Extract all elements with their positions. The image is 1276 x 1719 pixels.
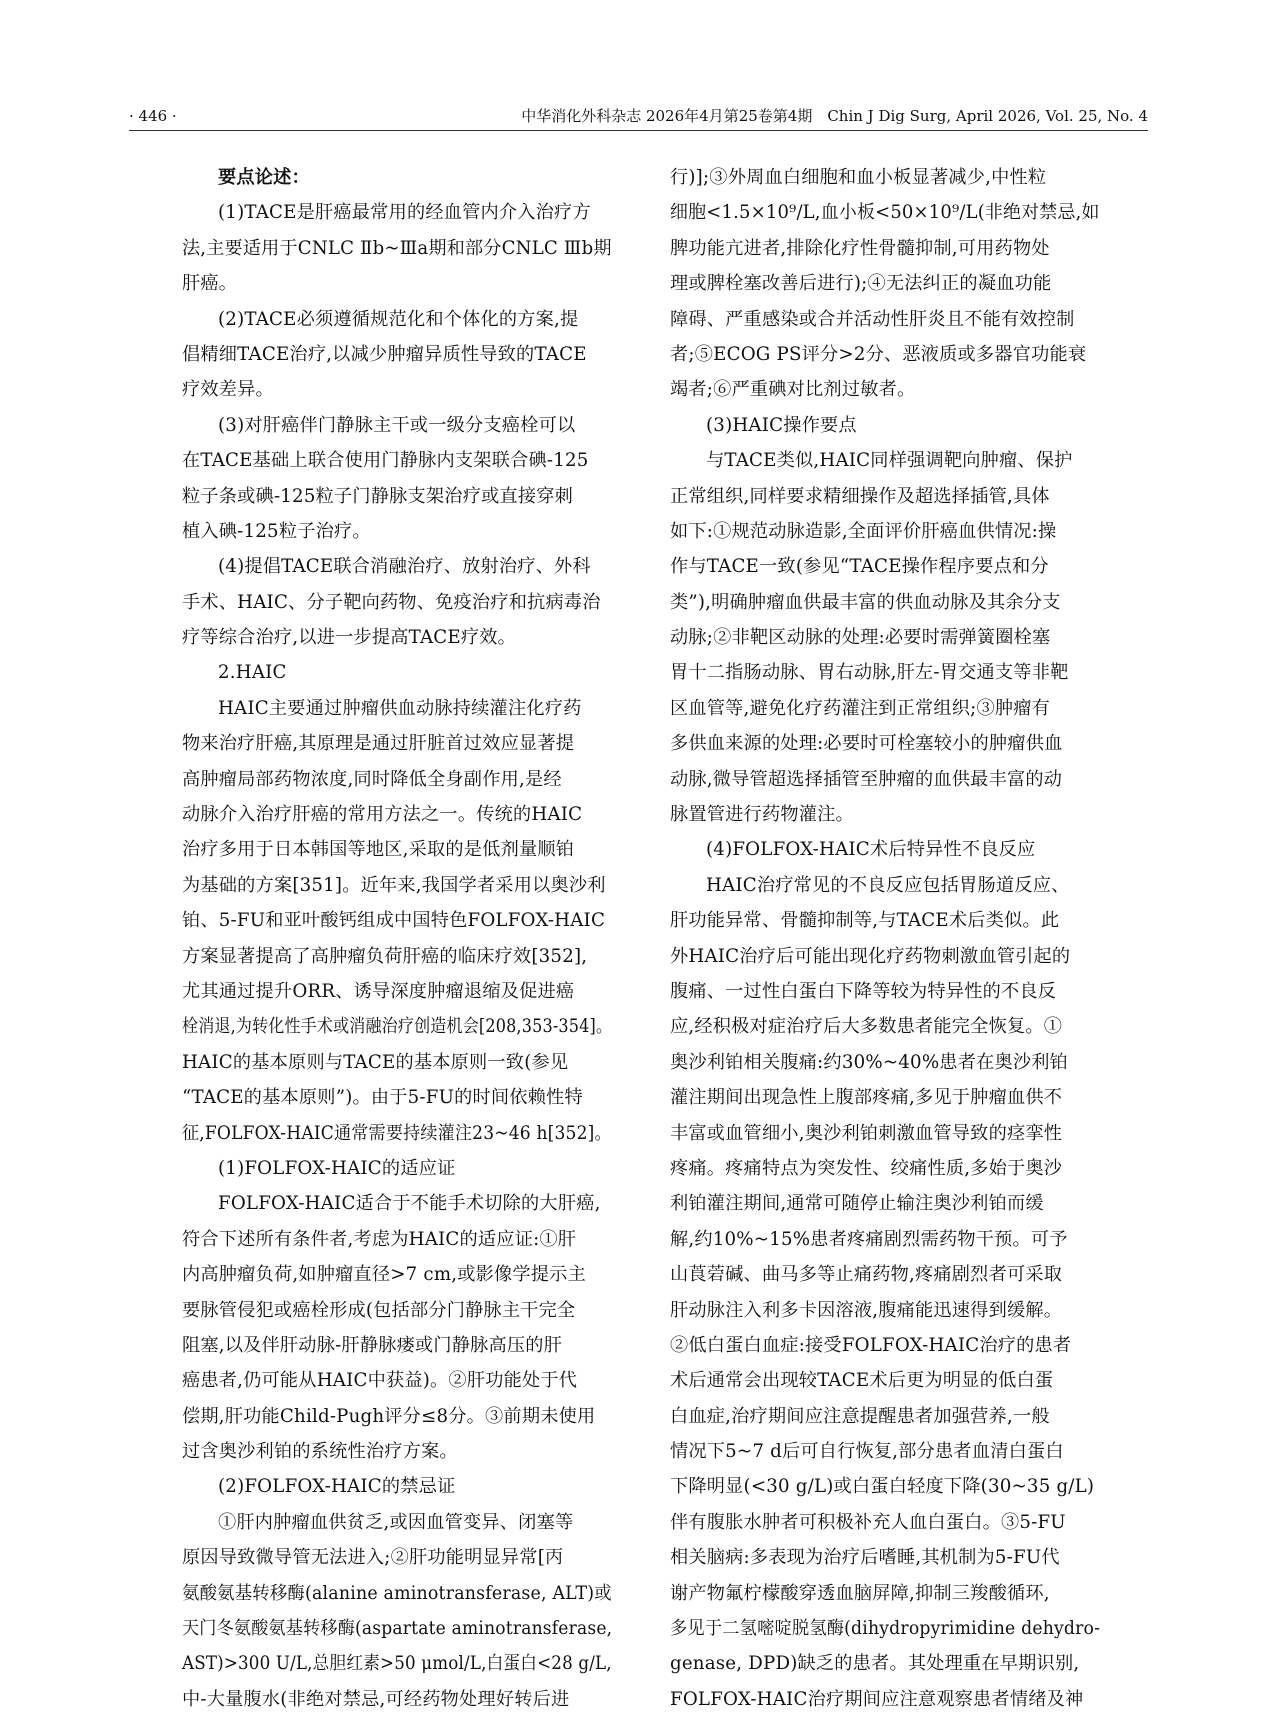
text-line: 情况下5~7 d后可自行恢复,部分患者血清白蛋白 bbox=[670, 1441, 1064, 1463]
page-number: · 446 · bbox=[129, 107, 177, 125]
text-line: 要点论述： bbox=[218, 167, 310, 188]
text-line: (1)TACE是肝癌最常用的经血管内介入治疗方 bbox=[218, 202, 591, 224]
text-line: 中-大量腹水(非绝对禁忌,可经药物处理好转后进 bbox=[182, 1688, 570, 1710]
text-line: (3)HAIC操作要点 bbox=[706, 414, 857, 436]
text-line: (3)对肝癌伴门静脉主干或一级分支癌栓可以 bbox=[218, 414, 576, 436]
text-line: 多供血来源的处理:必要时可栓塞较小的肿瘤供血 bbox=[670, 733, 1063, 755]
text-line: 区血管等,避免化疗药灌注到正常组织;③肿瘤有 bbox=[670, 697, 1051, 719]
text-line: 类”),明确肿瘤血供最丰富的供血动脉及其余分支 bbox=[670, 591, 1061, 613]
text-line: 相关脑病:多表现为治疗后嗜睡,其机制为5-FU代 bbox=[670, 1547, 1060, 1569]
text-line: ①肝内肿瘤血供贫乏,或因血管变异、闭塞等 bbox=[218, 1511, 574, 1533]
text-line: 物来治疗肝癌,其原理是通过肝脏首过效应显著提 bbox=[182, 733, 575, 755]
text-line: 行)];③外周血白细胞和血小板显著减少,中性粒 bbox=[670, 167, 1047, 188]
text-line: (1)FOLFOX-HAIC的适应证 bbox=[218, 1157, 456, 1179]
text-line: (2)FOLFOX-HAIC的禁忌证 bbox=[218, 1476, 456, 1498]
text-line: 障碍、严重感染或合并活动性肝炎且不能有效控制 bbox=[670, 308, 1075, 330]
right-column bbox=[670, 160, 1100, 1717]
text-line: genase, DPD)缺乏的患者。其处理重在早期识别, bbox=[670, 1653, 1080, 1675]
text-line: 为基础的方案[351]。近年来,我国学者采用以奥沙利 bbox=[182, 874, 606, 896]
text-line: 利铂灌注期间,通常可随停止输注奥沙利铂而缓 bbox=[670, 1193, 1044, 1215]
text-line: 奥沙利铂相关腹痛:约30%~40%患者在奥沙利铂 bbox=[670, 1051, 1069, 1073]
text-line: 征,FOLFOX-HAIC通常需要持续灌注23~46 h[352]。 bbox=[182, 1122, 612, 1144]
text-line: 疼痛。疼痛特点为突发性、绞痛性质,多始于奥沙 bbox=[670, 1157, 1063, 1179]
text-line: 疗等综合治疗,以进一步提高TACE疗效。 bbox=[182, 627, 517, 649]
text-line: (4)提倡TACE联合消融治疗、放射治疗、外科 bbox=[218, 556, 591, 578]
text-line: 铂、5-FU和亚叶酸钙组成中国特色FOLFOX-HAIC bbox=[182, 910, 606, 932]
running-header bbox=[129, 104, 1148, 131]
text-line: 过含奥沙利铂的系统性治疗方案。 bbox=[182, 1441, 458, 1463]
text-line: 疗效差异。 bbox=[182, 379, 274, 401]
text-line: 在TACE基础上联合使用门静脉内支架联合碘-125 bbox=[182, 450, 589, 472]
text-line: FOLFOX-HAIC适合于不能手术切除的大肝癌, bbox=[218, 1193, 601, 1215]
text-line: 治疗多用于日本韩国等地区,采取的是低剂量顺铂 bbox=[182, 839, 575, 861]
text-line: 山莨菪碱、曲马多等止痛药物,疼痛剧烈者可采取 bbox=[670, 1264, 1063, 1286]
text-line: 解,约10%~15%患者疼痛剧烈需药物干预。可予 bbox=[670, 1228, 1068, 1250]
text-line: 偿期,肝功能Child-Pugh评分≤8分。③前期未使用 bbox=[182, 1405, 596, 1427]
text-line: 脾功能亢进者,排除化疗性骨髓抑制,可用药物处 bbox=[670, 237, 1050, 259]
text-line: 作与TACE一致(参见“TACE操作程序要点和分 bbox=[670, 556, 1049, 578]
text-line: ②低白蛋白血症:接受FOLFOX-HAIC治疗的患者 bbox=[670, 1334, 1072, 1356]
text-line: 法,主要适用于CNLC Ⅱb~Ⅲa期和部分CNLC Ⅲb期 bbox=[182, 237, 612, 259]
text-line: 要脉管侵犯或癌栓形成(包括部分门静脉主干完全 bbox=[182, 1299, 576, 1321]
text-line: 动脉;②非靶区动脉的处理:必要时需弹簧圈栓塞 bbox=[670, 627, 1051, 649]
text-line: 手术、HAIC、分子靶向药物、免疫治疗和抗病毒治 bbox=[182, 591, 601, 613]
text-line: 癌患者,仍可能从HAIC中获益)。②肝功能处于代 bbox=[182, 1370, 578, 1392]
text-line: 动脉介入治疗肝癌的常用方法之一。传统的HAIC bbox=[182, 804, 583, 826]
text-line: 高肿瘤局部药物浓度,同时降低全身副作用,是经 bbox=[182, 768, 562, 790]
text-line: 符合下述所有条件者,考虑为HAIC的适应证:①肝 bbox=[182, 1228, 577, 1250]
text-line: AST)>300 U/L,总胆红素>50 μmol/L,白蛋白<28 g/L, bbox=[182, 1653, 612, 1675]
text-line: 阻塞,以及伴肝动脉-肝静脉瘘或门静脉高压的肝 bbox=[182, 1334, 563, 1356]
text-line: FOLFOX-HAIC治疗期间应注意观察患者情绪及神 bbox=[670, 1688, 1084, 1710]
left-column bbox=[182, 160, 612, 1717]
text-line: 竭者;⑥严重碘对比剂过敏者。 bbox=[670, 379, 916, 401]
text-line: 天门冬氨酸氨基转移酶(aspartate aminotransferase, bbox=[182, 1618, 613, 1640]
text-line: HAIC主要通过肿瘤供血动脉持续灌注化疗药 bbox=[218, 697, 582, 719]
text-line: (2)TACE必须遵循规范化和个体化的方案,提 bbox=[218, 308, 579, 330]
text-line: 多见于二氢嘧啶脱氢酶(dihydropyrimidine dehydro- bbox=[670, 1618, 1101, 1640]
text-line: 细胞<1.5×10⁹/L,血小板<50×10⁹/L(非绝对禁忌,如 bbox=[670, 202, 1100, 224]
text-line: 者;⑤ECOG PS评分>2分、恶液质或多器官功能衰 bbox=[670, 343, 1087, 365]
journal-citation: 中华消化外科杂志 2026年4月第25卷第4期 Chin J Dig Surg, April 2026, Vol. 25, No. 4 bbox=[521, 107, 1148, 125]
text-line: 与TACE类似,HAIC同样强调靶向肿瘤、保护 bbox=[706, 450, 1073, 472]
text-line: 肝功能异常、骨髓抑制等,与TACE术后类似。此 bbox=[670, 910, 1060, 932]
text-line: 术后通常会出现较TACE术后更为明显的低白蛋 bbox=[670, 1370, 1054, 1392]
text-line: 倡精细TACE治疗,以减少肿瘤异质性导致的TACE bbox=[182, 343, 587, 365]
text-line: 方案显著提高了高肿瘤负荷肝癌的临床疗效[352], bbox=[182, 945, 588, 967]
text-line: 动脉,微导管超选择插管至肿瘤的血供最丰富的动 bbox=[670, 768, 1063, 790]
text-line: 氨酸氨基转移酶(alanine aminotransferase, ALT)或 bbox=[182, 1582, 612, 1604]
text-line: (4)FOLFOX-HAIC术后特异性不良反应 bbox=[706, 839, 1036, 861]
text-line: 栓消退,为转化性手术或消融治疗创造机会[208,353-354]。 bbox=[182, 1016, 613, 1038]
text-line: 白血症,治疗期间应注意提醒患者加强营养,一般 bbox=[670, 1405, 1050, 1427]
text-line: 理或脾栓塞改善后进行);④无法纠正的凝血功能 bbox=[670, 273, 1052, 295]
text-line: 脉置管进行药物灌注。 bbox=[670, 804, 854, 826]
text-line: 伴有腹胀水肿者可积极补充人血白蛋白。③5-FU bbox=[670, 1511, 1066, 1533]
text-line: 外HAIC治疗后可能出现化疗药物刺激血管引起的 bbox=[670, 945, 1071, 967]
text-line: 正常组织,同样要求精细操作及超选择插管,具体 bbox=[670, 485, 1050, 507]
text-line: 灌注期间出现急性上腹部疼痛,多见于肿瘤血供不 bbox=[670, 1087, 1063, 1109]
text-line: 原因导致微导管无法进入;②肝功能明显异常[丙 bbox=[182, 1547, 564, 1569]
text-line: HAIC的基本原则与TACE的基本原则一致(参见 bbox=[182, 1051, 569, 1073]
text-line: HAIC治疗常见的不良反应包括胃肠道反应、 bbox=[706, 874, 1070, 896]
text-line: “TACE的基本原则”)。由于5-FU的时间依赖性特 bbox=[182, 1087, 583, 1109]
text-line: 下降明显(<30 g/L)或白蛋白轻度下降(30~35 g/L) bbox=[670, 1476, 1095, 1498]
text-line: 内高肿瘤负荷,如肿瘤直径>7 cm,或影像学提示主 bbox=[182, 1264, 586, 1286]
text-line: 腹痛、一过性白蛋白下降等较为特异性的不良反 bbox=[670, 980, 1057, 1002]
text-line: 如下:①规范动脉造影,全面评价肝癌血供情况:操 bbox=[670, 520, 1057, 542]
text-line: 植入碘-125粒子治疗。 bbox=[182, 520, 371, 542]
text-line: 肝动脉注入利多卡因溶液,腹痛能迅速得到缓解。 bbox=[670, 1299, 1063, 1321]
text-line: 谢产物氟柠檬酸穿透血脑屏障,抑制三羧酸循环, bbox=[670, 1582, 1050, 1604]
text-line: 粒子条或碘-125粒子门静脉支架治疗或直接穿刺 bbox=[182, 485, 574, 507]
text-line: 尤其通过提升ORR、诱导深度肿瘤退缩及促进癌 bbox=[182, 980, 575, 1002]
text-line: 丰富或血管细小,奥沙利铂刺激血管导致的痉挛性 bbox=[670, 1122, 1063, 1144]
text-line: 2.HAIC bbox=[218, 662, 287, 684]
text-line: 肝癌。 bbox=[182, 273, 238, 295]
text-line: 应,经积极对症治疗后大多数患者能完全恢复。① bbox=[670, 1016, 1063, 1038]
text-line: 胃十二指肠动脉、胃右动脉,肝左-胃交通支等非靶 bbox=[670, 662, 1069, 684]
